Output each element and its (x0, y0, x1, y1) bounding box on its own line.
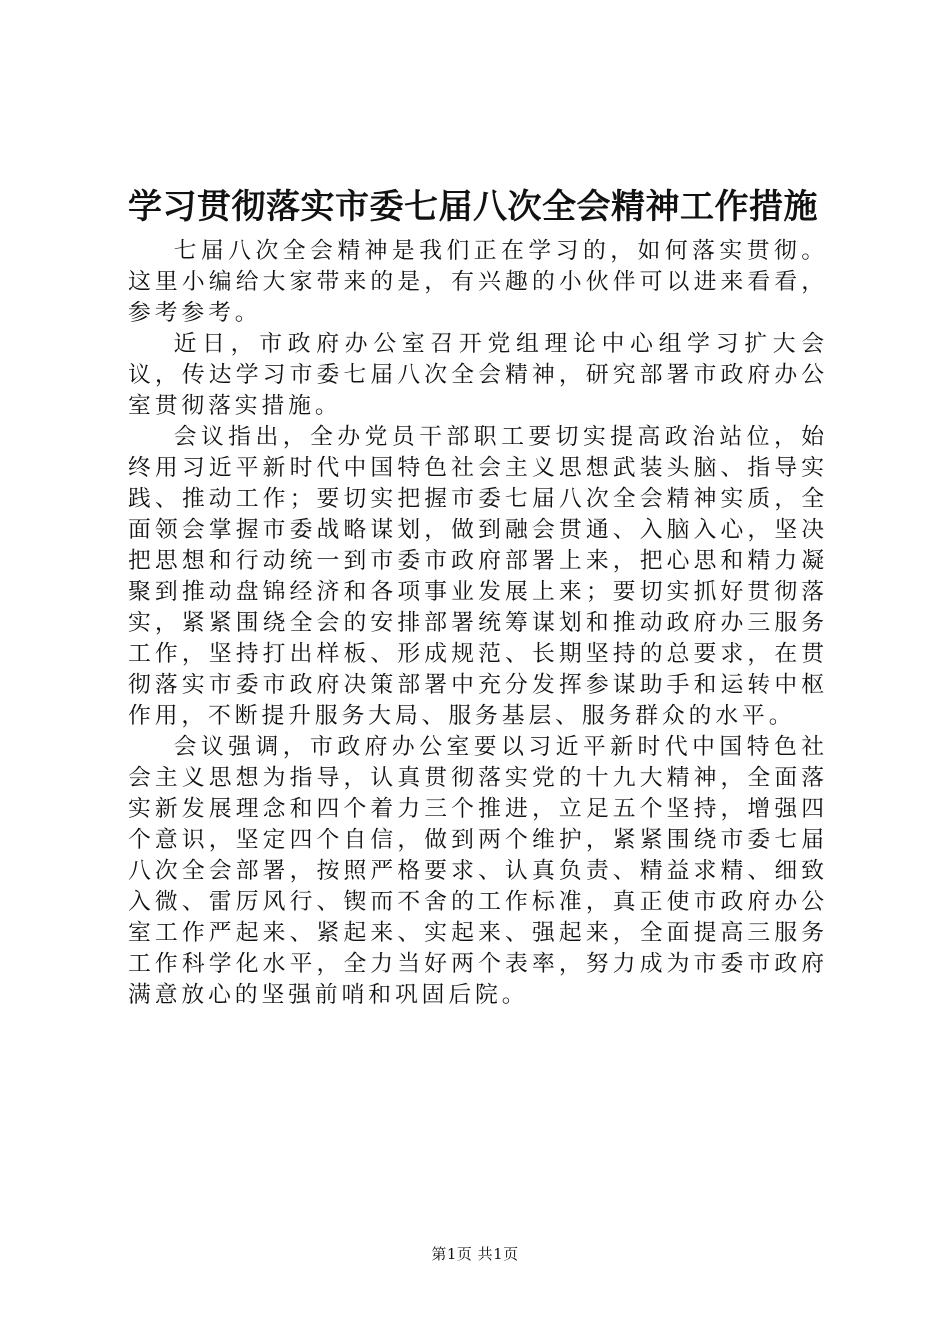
paragraph-emphasis: 会议强调，市政府办公室要以习近平新时代中国特色社会主义思想为指导，认真贯彻落实党的十九大精神，全面落实新发展理念和四个着力三个推进，立足五个坚持，增强四个意识，坚定四个自信，做到两个维护，紧紧围绕市委七届八次全会部署，按照严格要求、认真负责、精益求精、细致入微、雷厉风行、锲而不舍的工作标准，真正使市政府办公室工作严起来、紧起来、实起来、强起来，全面提高三服务工作科学化水平，全力当好两个表率，努力成为市委市政府满意放心的坚强前哨和巩固后院。 (128, 734, 828, 1008)
paragraph-intro: 七届八次全会精神是我们正在学习的，如何落实贯彻。这里小编给大家带来的是，有兴趣的小伙伴可以进来看看，参考参考。 (128, 238, 828, 326)
document-title: 学习贯彻落实市委七届八次全会精神工作措施 (128, 187, 818, 227)
document-body (128, 236, 828, 1011)
page-footer: 第1页 共1页 (431, 1245, 519, 1263)
paragraph-meeting: 近日，市政府办公室召开党组理论中心组学习扩大会议，传达学习市委七届八次全会精神，研究部署市政府办公室贯彻落实措施。 (128, 331, 828, 419)
paragraph-points: 会议指出，全办党员干部职工要切实提高政治站位，始终用习近平新时代中国特色社会主义思想武装头脑、指导实践、推动工作；要切实把握市委七届八次全会精神实质，全面领会掌握市委战略谋划，做到融会贯通、入脑入心，坚决把思想和行动统一到市委市政府部署上来，把心思和精力凝聚到推动盘锦经济和各项事业发展上来；要切实抓好贯彻落实，紧紧围绕全会的安排部署统筹谋划和推动政府办三服务工作，坚持打出样板、形成规范、长期坚持的总要求，在贯彻落实市委市政府决策部署中充分发挥参谋助手和运转中枢作用，不断提升服务大局、服务基层、服务群众的水平。 (128, 424, 828, 729)
